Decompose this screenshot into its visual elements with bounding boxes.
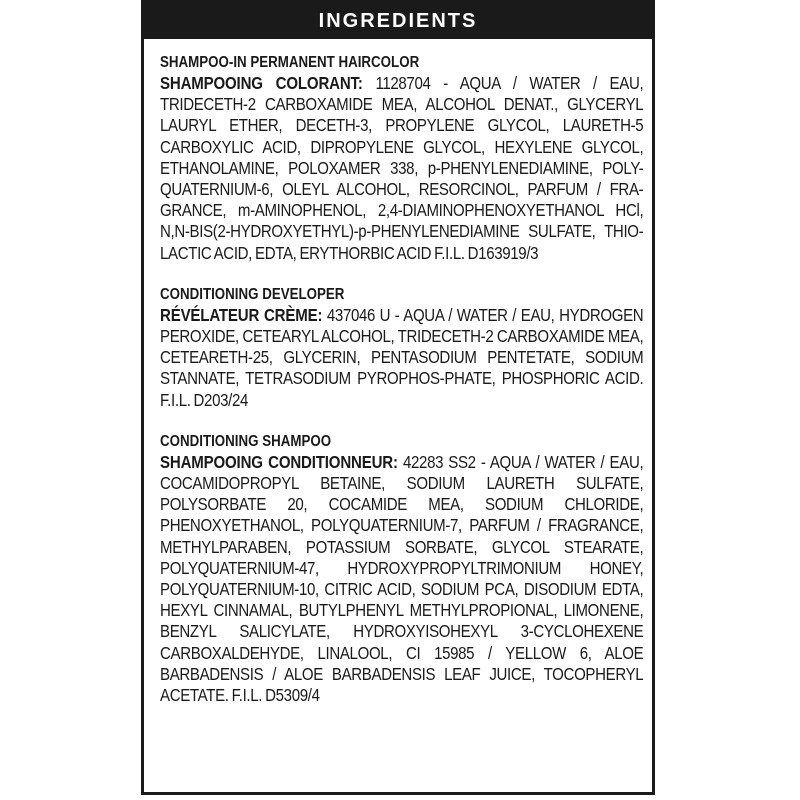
section-title: SHAMPOO-IN PERMANENT HAIRCOLOR [160,54,420,71]
section-title: CONDITIONING SHAMPOO [160,432,332,450]
ingredients-title: INGREDIENTS [318,9,478,32]
ingredient-text: 1128704 - AQUA / WATER / EAU, TRIDECETH-2 CARBOXAMIDE MEA, ALCOHOL DENAT., GLYCERYL LAURYL ETHER, DECETH-3, PROPYLENE GLYCOL, LAURETH-5 CARBOXYLIC ACID, DIPROPYLENE GLYCOL, HEXYLENE GLYCOL, ETHANOLAMINE, POLOXAMER 338, p-PHENYLENEDIAMINE, POLY-QUATERNIUM-6, OLEYL ALCOHOL, RESORCINOL, PARFUM / FRA-GRANCE, m-AMINOPHENOL, 2,4-DIAMINOPHENOXYETHANOL HCl, N,N-BIS(2-HYDROXYETHYL)-p-PHENYLENEDIAMINE SULFATE, THIO-LACTIC ACID, EDTA, ERYTHORBIC ACID F.I.L. D163919/3 [160,73,644,263]
ingredient-list [160,73,643,264]
ingredients-panel [141,0,655,795]
section-haircolor [160,53,644,264]
ingredient-label: RÉVÉLATEUR CRÈME: [160,304,323,325]
section-shampoo [160,432,644,706]
ingredients-body [144,39,652,706]
ingredient-label: SHAMPOOING CONDITIONNEUR: [160,451,398,472]
ingredient-text: 437046 U - AQUA / WATER / EAU, HYDROGEN PEROXIDE, CETEARYL ALCOHOL, TRIDECETH-2 CARBOXAMIDE MEA, CETEARETH-25, GLYCERIN, PENTASODIUM PENTETATE, SODIUM STANNATE, TETRASODIUM PYROPHOS-PHATE, PHOSPHORIC ACID. F.I.L. D203/24 [160,304,644,410]
ingredients-header [144,3,652,39]
ingredient-label: SHAMPOOING COLORANT: [160,73,363,93]
ingredient-list [160,452,643,706]
ingredient-text: 42283 SS2 - AQUA / WATER / EAU, COCAMIDOPROPYL BETAINE, SODIUM LAURETH SULFATE, POLYSORBATE 20, COCAMIDE MEA, SODIUM CHLORIDE, PHENOXYETHANOL, POLYQUATERNIUM-7, PARFUM / FRAGRANCE, METHYLPARABEN, POTASSIUM SORBATE, GLYCOL STEARATE, POLYQUATERNIUM-47, HYDROXYPROPYLTRIMONIUM HONEY, POLYQUATERNIUM-10, CITRIC ACID, SODIUM PCA, DISODIUM EDTA, HEXYL CINNAMAL, BUTYLPHENYL METHYLPROPIONAL, LIMONENE, BENZYL SALICYLATE, HYDROXYISOHEXYL 3-CYCLOHEXENE CARBOXALDEHYDE, LINALOOL, CI 15985 / YELLOW 6, ALOE BARBADENSIS / ALOE BARBADENSIS LEAF JUICE, TOCOPHERYL ACETATE. F.I.L. D5309/4 [160,451,644,706]
section-developer [160,285,644,411]
section-title: CONDITIONING DEVELOPER [160,285,345,303]
ingredient-list [160,305,643,411]
